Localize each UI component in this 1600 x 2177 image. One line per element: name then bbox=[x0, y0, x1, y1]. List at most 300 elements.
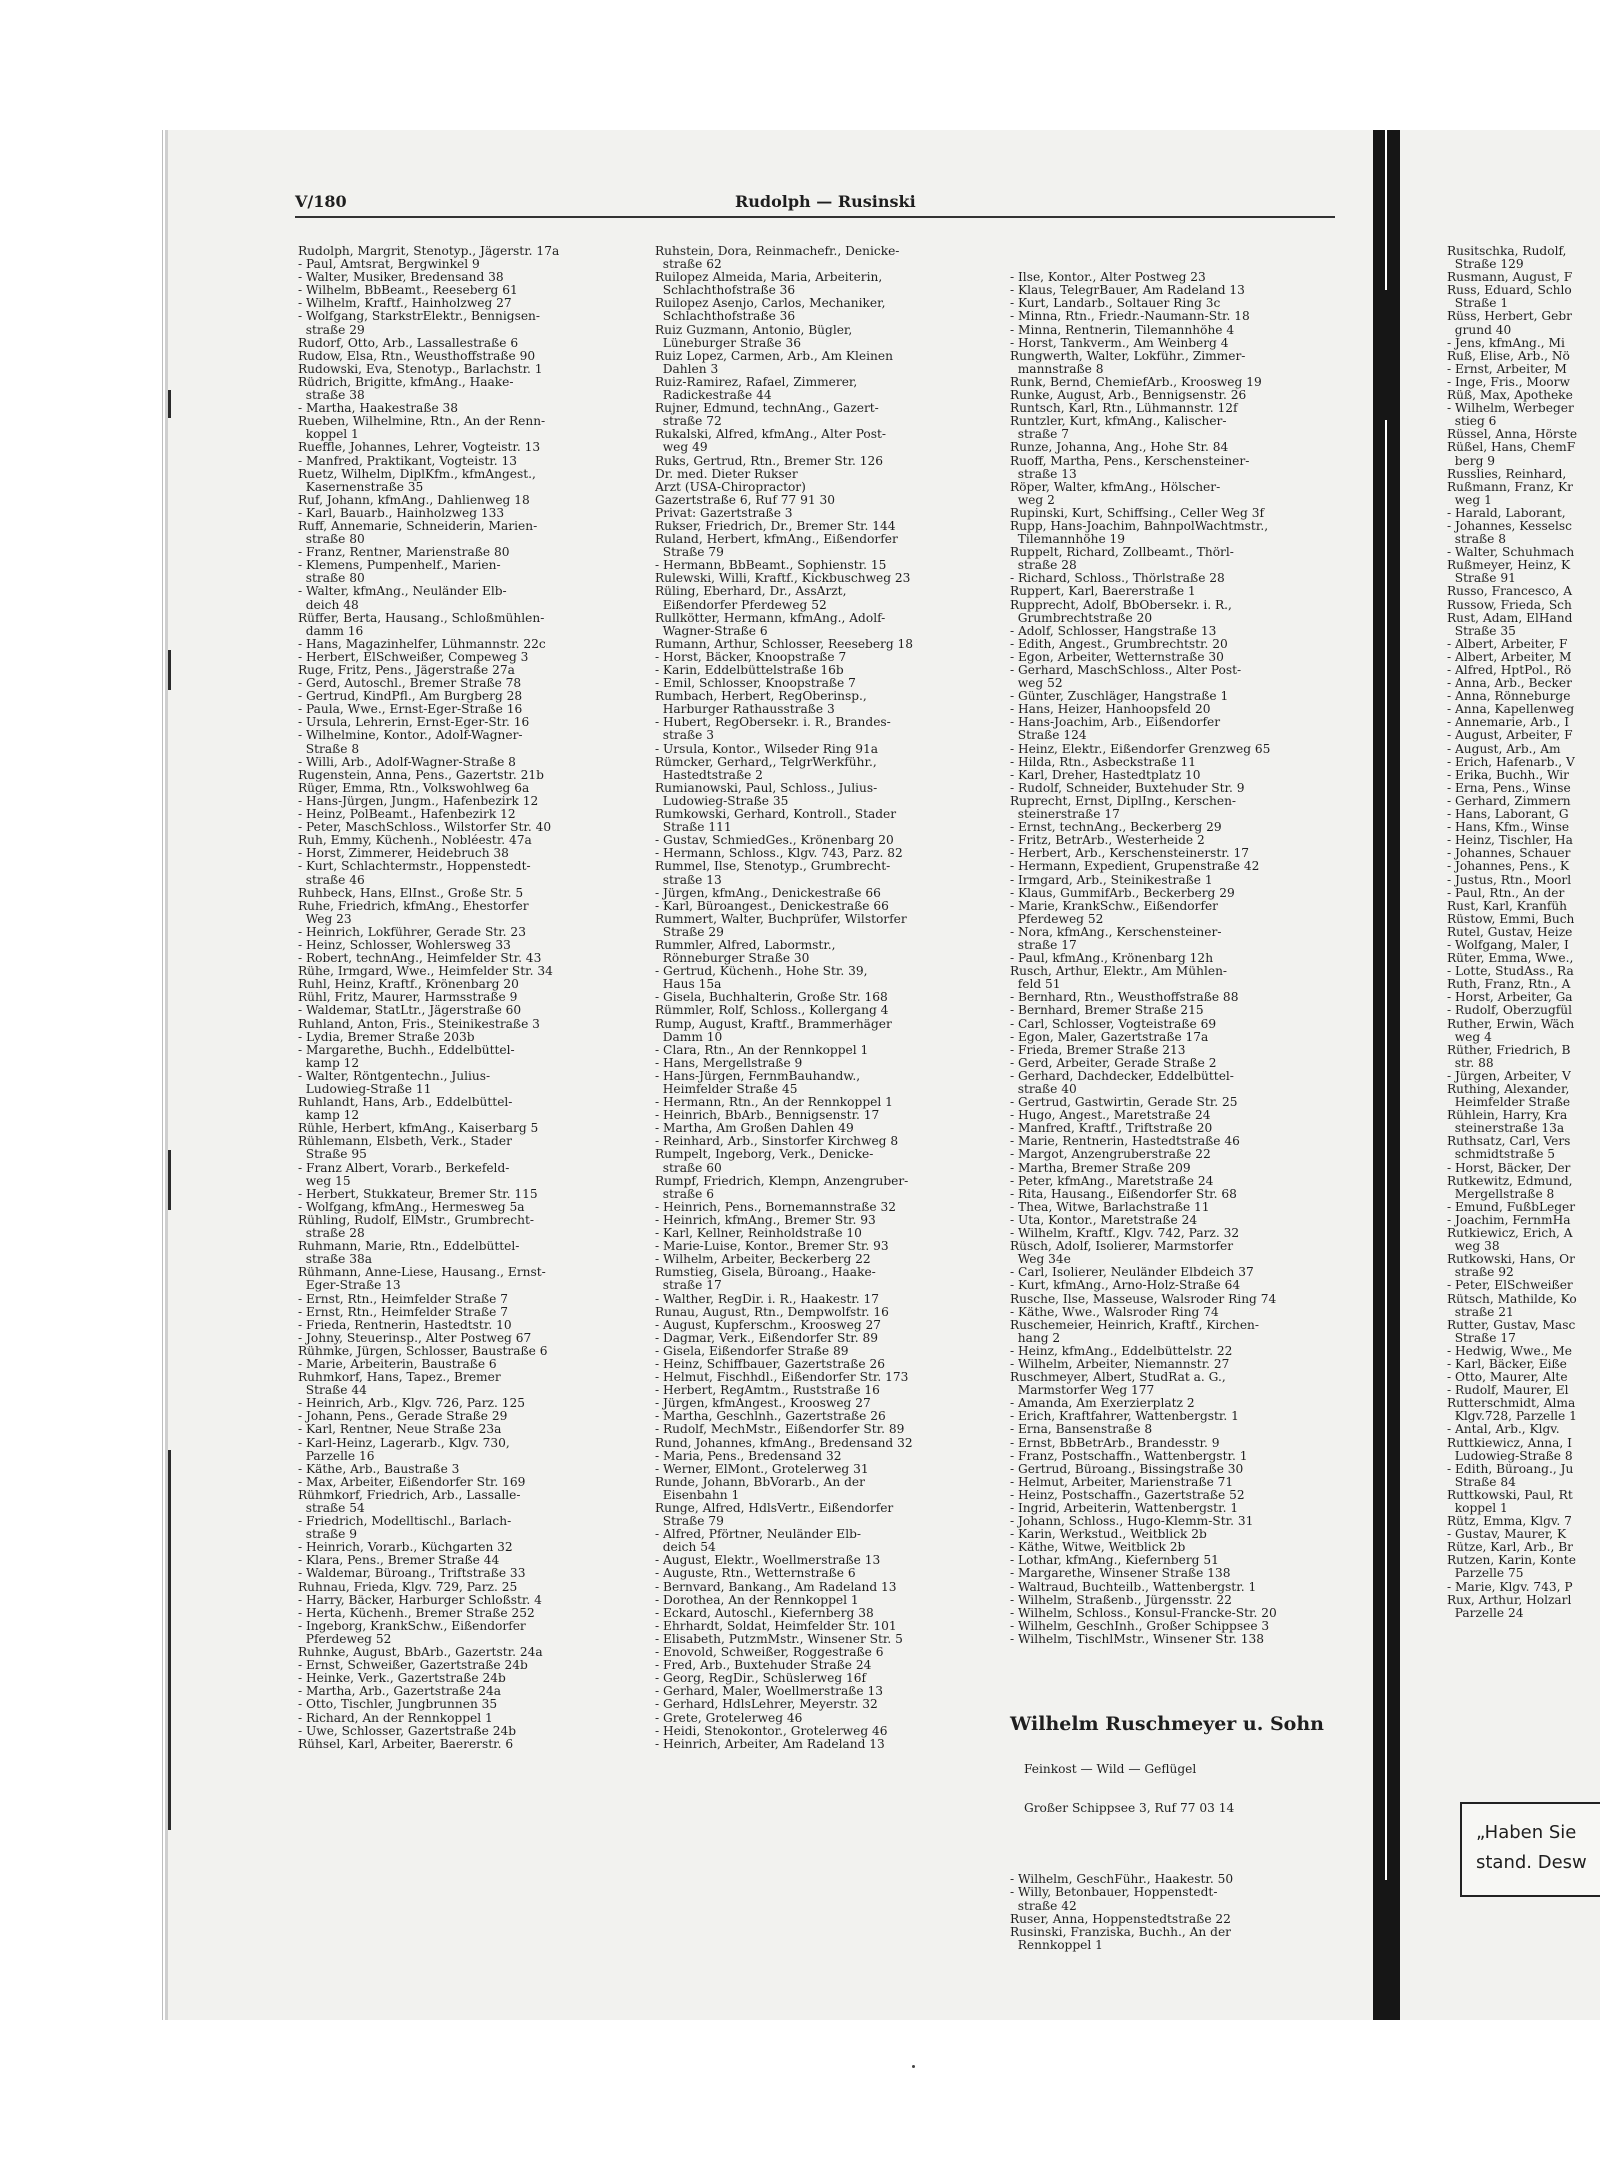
directory-entry: grund 40 bbox=[1447, 322, 1512, 337]
directory-entry: Rusch, Arthur, Elektr., Am Mühlen- feld 51 bbox=[1010, 964, 1228, 992]
directory-entry: - Erna, Pens., Winse bbox=[1447, 780, 1571, 795]
directory-entry: Ruttkowski, Paul, Rt bbox=[1447, 1487, 1573, 1502]
directory-entry: - Lothar, kfmAng., Kiefernberg 51 bbox=[1010, 1553, 1219, 1568]
directory-entry: - Klaus, TelegrBauer, Am Radeland 13 bbox=[1010, 283, 1245, 298]
directory-entry: Ruilopez Asenjo, Carlos, Mechaniker, Schlachthofstraße 36 bbox=[655, 296, 886, 324]
directory-entry: Rutzen, Karin, Konte bbox=[1447, 1553, 1576, 1568]
directory-entry: - Helmut, Arbeiter, Marienstraße 71 bbox=[1010, 1474, 1234, 1489]
directory-entry: Ludowieg-Straße 8 bbox=[1447, 1448, 1573, 1463]
directory-entry: Rumianowski, Paul, Schloss., Julius- Ludowieg-Straße 35 bbox=[655, 780, 878, 808]
directory-entry: - Peter, MaschSchloss., Wilstorfer Str. 40 bbox=[298, 820, 552, 835]
directory-entry: Ruhe, Friedrich, kfmAng., Ehestorfer Weg 23 bbox=[298, 898, 529, 926]
directory-entry: - Herbert, Arb., Kerschensteinerstr. 17 bbox=[1010, 846, 1250, 861]
directory-entry: - Erich, Kraftfahrer, Wattenbergstr. 1 bbox=[1010, 1409, 1239, 1424]
directory-entry: - Rudolf, Oberzugfül bbox=[1447, 1003, 1573, 1018]
directory-entry: Rühmkorf, Friedrich, Arb., Lassalle- straße 54 bbox=[298, 1487, 521, 1515]
directory-entry: - Hugo, Angest., Maretstraße 24 bbox=[1010, 1108, 1211, 1123]
directory-entry: - Ernst, Arbeiter, M bbox=[1447, 361, 1567, 376]
directory-entry: - Herbert, Stukkateur, Bremer Str. 115 bbox=[298, 1186, 538, 1201]
directory-entry: Rüther, Friedrich, B bbox=[1447, 1042, 1571, 1057]
directory-entry: Ruhbeck, Hans, ElInst., Große Str. 5 bbox=[298, 885, 524, 900]
directory-entry: - Hans, Laborant, G bbox=[1447, 807, 1569, 822]
directory-entry: - Frieda, Bremer Straße 213 bbox=[1010, 1042, 1186, 1057]
directory-entry: Rummler, Alfred, Labormstr., Rönneburger Straße 30 bbox=[655, 937, 836, 966]
directory-entry: - Walter, Röntgentechn., Julius- Ludowieg-Straße 11 bbox=[298, 1068, 491, 1096]
ad-products: Feinkost — Wild — Geflügel bbox=[1024, 1761, 1197, 1776]
directory-entry: - Herta, Küchenh., Bremer Straße 252 bbox=[298, 1605, 535, 1620]
directory-entry: Rüger, Emma, Rtn., Volkswohlweg 6a bbox=[298, 780, 530, 795]
directory-entry: Rütz, Emma, Klgv. 7 bbox=[1447, 1514, 1572, 1529]
directory-entry: - Paula, Wwe., Ernst-Eger-Straße 16 bbox=[298, 702, 523, 717]
directory-entry: Ruhstein, Dora, Reinmachefr., Denicke- straße 62 bbox=[655, 244, 900, 272]
directory-entry: Rütze, Karl, Arb., Br bbox=[1447, 1540, 1573, 1555]
directory-entry: Ruoff, Martha, Pens., Kerschensteiner- straße 13 bbox=[1010, 453, 1250, 481]
directory-entry: - Käthe, Wwe., Walsroder Ring 74 bbox=[1010, 1304, 1219, 1319]
directory-entry: - Edith, Büroang., Ju bbox=[1447, 1461, 1574, 1476]
directory-entry: Rüß, Max, Apotheke bbox=[1447, 388, 1573, 403]
directory-entry: Rühlemann, Elsbeth, Verk., Stader Straße 95 bbox=[298, 1134, 512, 1162]
column-3 bbox=[1010, 245, 1360, 1965]
directory-entry: - Margarethe, Winsener Straße 138 bbox=[1010, 1566, 1231, 1581]
directory-entry: Rutkowski, Hans, Or bbox=[1447, 1252, 1575, 1267]
directory-entry: Ruiz Guzmann, Antonio, Bügler, Lüneburger Straße 36 bbox=[655, 322, 853, 350]
directory-entry: Rüstow, Emmi, Buch bbox=[1447, 911, 1575, 926]
directory-entry: Ruhl, Heinz, Kraftf., Krönenbarg 20 bbox=[298, 977, 519, 992]
spine-gap-middle bbox=[1385, 420, 1387, 1880]
directory-entry: Rühmke, Jürgen, Schlosser, Baustraße 6 bbox=[298, 1343, 548, 1358]
directory-entry: Rutterschmidt, Alma bbox=[1447, 1396, 1576, 1411]
directory-entry: Russ, Eduard, Schlo bbox=[1447, 283, 1572, 298]
directory-entry: - Auguste, Rtn., Wetternstraße 6 bbox=[655, 1566, 856, 1581]
directory-entry: Runtzler, Kurt, kfmAng., Kalischer- straße 7 bbox=[1010, 414, 1227, 442]
directory-entry: - Hubert, RegObersekr. i. R., Brandes- straße 3 bbox=[655, 715, 891, 743]
directory-entry: - Heinke, Verk., Gazertstraße 24b bbox=[298, 1671, 506, 1686]
directory-entry: Russo, Francesco, A bbox=[1447, 584, 1573, 599]
directory-entry: - Günter, Zuschläger, Hangstraße 1 bbox=[1010, 689, 1229, 704]
directory-entry: straße 92 bbox=[1447, 1265, 1514, 1280]
directory-entry: Ruppert, Karl, Baererstraße 1 bbox=[1010, 584, 1196, 599]
directory-entry: Rupp, Hans-Joachim, BahnpolWachtmstr., Tilemannhöhe 19 bbox=[1010, 518, 1269, 547]
directory-entry: Ruhmann, Marie, Rtn., Eddelbüttel- straße 38a bbox=[298, 1239, 520, 1267]
directory-entry: Rumpelt, Ingeborg, Verk., Denicke- straße 60 bbox=[655, 1147, 874, 1175]
directory-entry: Rumkowski, Gerhard, Kontroll., Stader Straße 111 bbox=[655, 807, 897, 835]
directory-entry: Ruprecht, Ernst, DiplIng., Kerschen- steinerstraße 17 bbox=[1010, 793, 1237, 822]
directory-entry: Ruhnke, August, BbArb., Gazertstr. 24a bbox=[298, 1645, 543, 1660]
directory-entry: str. 88 bbox=[1447, 1055, 1494, 1070]
directory-entry: - Wolfgang, kfmAng., Hermesweg 5a bbox=[298, 1199, 525, 1214]
directory-entry: Rupinski, Kurt, Schiffsing., Celler Weg 3f bbox=[1010, 505, 1264, 520]
directory-entry: - Klara, Pens., Bremer Straße 44 bbox=[298, 1553, 500, 1568]
directory-entry: - Herbert, ElSchweißer, Compeweg 3 bbox=[298, 649, 529, 664]
directory-entry: - Gisela, Eißendorfer Straße 89 bbox=[655, 1343, 849, 1358]
directory-entry: - Wilhelm, GeschInh., Großer Schippsee 3 bbox=[1010, 1618, 1270, 1633]
directory-entry: Rutter, Gustav, Masc bbox=[1447, 1317, 1576, 1332]
directory-entry: Rutel, Gustav, Heize bbox=[1447, 924, 1573, 939]
directory-entry: - Karl, Rentner, Neue Straße 23a bbox=[298, 1422, 502, 1437]
directory-entry: Rullkötter, Hermann, kfmAng., Adolf- Wagner-Straße 6 bbox=[655, 610, 886, 638]
directory-entry: - Gertrud, Küchenh., Hohe Str. 39, Haus 15a bbox=[655, 964, 868, 992]
directory-entry: Ruks, Gertrud, Rtn., Bremer Str. 126 bbox=[655, 453, 884, 468]
directory-entry: - Martha, Arb., Gazertstraße 24a bbox=[298, 1684, 501, 1699]
directory-entry: Ruß, Elise, Arb., Nö bbox=[1447, 348, 1570, 363]
directory-entry: Rusinski, Franziska, Buchh., An der Rennkoppel 1 bbox=[1010, 1924, 1231, 1952]
directory-entry: Rutkewitz, Edmund, bbox=[1447, 1173, 1573, 1188]
directory-entry: - Ingrid, Arbeiterin, Wattenbergstr. 1 bbox=[1010, 1501, 1239, 1515]
directory-entry: - Marie, KrankSchw., Eißendorfer Pferdeweg 52 bbox=[1010, 898, 1218, 926]
directory-entry: - Wolfgang, Maler, I bbox=[1447, 937, 1569, 952]
boxed-ad-line-2: stand. Desw bbox=[1476, 1852, 1587, 1873]
directory-entry: - Kurt, kfmAng., Arno-Holz-Straße 64 bbox=[1010, 1278, 1241, 1293]
directory-entry: - Erich, Hafenarb., V bbox=[1447, 754, 1575, 769]
directory-entry: Dr. med. Dieter Rukser Arzt (USA-Chiropractor) Gazertstraße 6, Ruf 77 91 30 Privat: Gazertstraße 3 bbox=[655, 466, 836, 520]
directory-entry: Rummel, Ilse, Stenotyp., Grumbrecht- straße 13 bbox=[655, 859, 891, 887]
directory-entry: - Walter, Schuhmach bbox=[1447, 545, 1575, 560]
directory-entry: - Hermann, BbBeamt., Sophienstr. 15 bbox=[655, 558, 887, 573]
directory-entry: - Wilhelm, Schloss., Konsul-Francke-Str. 20 bbox=[1010, 1605, 1277, 1620]
boxed-ad-line-1: „Haben Sie bbox=[1476, 1822, 1577, 1843]
directory-entry: Ruhland, Anton, Fris., Steinikestraße 3 bbox=[298, 1016, 540, 1031]
directory-entry: - Johny, Steuerinsp., Alter Postweg 67 bbox=[298, 1330, 532, 1345]
column-2 bbox=[655, 245, 985, 1751]
directory-entry: Rungwerth, Walter, Lokführ., Zimmer- mannstraße 8 bbox=[1010, 348, 1246, 376]
directory-entry: - Fritz, BetrArb., Westerheide 2 bbox=[1010, 833, 1205, 848]
directory-entry: Rumstieg, Gisela, Büroang., Haake- straße 17 bbox=[655, 1265, 876, 1293]
directory-entry: - Manfred, Kraftf., Triftstraße 20 bbox=[1010, 1121, 1213, 1136]
directory-entry: - Peter, ElSchweißer bbox=[1447, 1278, 1573, 1293]
directory-entry: Straße 1 bbox=[1447, 296, 1509, 311]
directory-entry: Straße 35 bbox=[1447, 623, 1516, 638]
directory-entry: Rußmann, Franz, Kr bbox=[1447, 479, 1573, 494]
directory-entry: - Amanda, Am Exerzierplatz 2 bbox=[1010, 1396, 1195, 1411]
directory-entry: Ruthing, Alexander, bbox=[1447, 1082, 1570, 1096]
directory-entry: - Gerd, Autoschl., Bremer Straße 78 bbox=[298, 676, 522, 691]
directory-entry: Rust, Adam, ElHand bbox=[1447, 610, 1573, 625]
directory-entry: - Friedrich, Modelltischl., Barlach- straße 9 bbox=[298, 1514, 512, 1542]
directory-entry: - Gisela, Buchhalterin, Große Str. 168 bbox=[655, 990, 888, 1005]
ad-address: Großer Schippsee 3, Ruf 77 03 14 bbox=[1024, 1800, 1235, 1815]
directory-entry: Ruschemeier, Heinrich, Kraftf., Kirchen- hang 2 bbox=[1010, 1317, 1260, 1345]
directory-entry: - Wolfgang, StarkstrElektr., Bennigsen- straße 29 bbox=[298, 309, 541, 337]
directory-entry: - Johannes, Schauer bbox=[1447, 846, 1571, 861]
directory-entry: - Paul, kfmAng., Krönenbarg 12h bbox=[1010, 951, 1214, 966]
directory-entry: Ruf, Johann, kfmAng., Dahlienweg 18 bbox=[298, 492, 530, 507]
directory-entry: Runau, August, Rtn., Dempwolfstr. 16 bbox=[655, 1304, 889, 1319]
directory-entry: - Joachim, FernmHa bbox=[1447, 1212, 1571, 1227]
directory-entry: - Georg, RegDir., Schüslerweg 16f bbox=[655, 1671, 867, 1686]
ad-business-name: Wilhelm Ruschmeyer u. Sohn bbox=[1010, 1713, 1324, 1736]
directory-entry: - Maria, Pens., Bredensand 32 bbox=[655, 1448, 842, 1463]
directory-entry: - Heinrich, Pens., Bornemannstraße 32 bbox=[655, 1199, 897, 1214]
directory-entry: Rühlein, Harry, Kra bbox=[1447, 1108, 1568, 1123]
directory-entry: - Nora, kfmAng., Kerschensteiner- straße 17 bbox=[1010, 924, 1222, 952]
running-title: Rudolph — Rusinski bbox=[735, 192, 916, 211]
directory-entry: - Johannes, Pens., K bbox=[1447, 859, 1569, 874]
directory-entry: - Waldemar, Büroang., Triftstraße 33 bbox=[298, 1566, 526, 1581]
directory-entry: Ruh, Emmy, Küchenh., Nobléestr. 47a bbox=[298, 833, 532, 848]
directory-entry: - Gerhard, Maler, Woellmerstraße 13 bbox=[655, 1684, 883, 1699]
directory-entry: - Inge, Fris., Moorw bbox=[1447, 374, 1570, 389]
directory-entry: - Heinrich, Arbeiter, Am Radeland 13 bbox=[655, 1736, 885, 1751]
directory-entry: - Bernhard, Rtn., Weusthoffstraße 88 bbox=[1010, 990, 1239, 1005]
boxed-advertisement-fragment bbox=[1460, 1802, 1600, 1897]
directory-entry: - Gerhard, Dachdecker, Eddelbüttel- straße 40 bbox=[1010, 1068, 1234, 1096]
gutter-mark bbox=[168, 1450, 171, 1830]
directory-entry: Rüter, Emma, Wwe., bbox=[1447, 951, 1574, 966]
directory-entry: - Franz, Postschaffn., Wattenbergstr. 1 bbox=[1010, 1448, 1248, 1463]
directory-entry: - Karin, Werkstud., Weitblick 2b bbox=[1010, 1527, 1207, 1542]
directory-entry: Ruhlandt, Hans, Arb., Eddelbüttel- kamp 12 bbox=[298, 1095, 513, 1123]
directory-entry: Ruetz, Wilhelm, DiplKfm., kfmAngest., Kasernenstraße 35 bbox=[298, 466, 536, 494]
directory-entry: - Heinz, Postschaffn., Gazertstraße 52 bbox=[1010, 1487, 1245, 1502]
directory-entry: Rummert, Walter, Buchprüfer, Wilstorfer Straße 29 bbox=[655, 911, 907, 939]
directory-entry: steinerstraße 13a bbox=[1447, 1121, 1565, 1136]
directory-entry: - Karl, Dreher, Hastedtplatz 10 bbox=[1010, 767, 1201, 782]
directory-entry: Ruff, Annemarie, Schneiderin, Marien- straße 80 bbox=[298, 518, 538, 547]
directory-entry: - Erika, Buchh., Wir bbox=[1447, 767, 1569, 782]
directory-entry: - Wilhelm, GeschFühr., Haakestr. 50 bbox=[1010, 1872, 1234, 1887]
directory-entry: - Gertrud, Gastwirtin, Gerade Str. 25 bbox=[1010, 1095, 1238, 1110]
directory-entry: Mergellstraße 8 bbox=[1447, 1186, 1555, 1201]
directory-entry: Rump, August, Kraftf., Brammerhäger Damm 10 bbox=[655, 1016, 892, 1044]
directory-entry: Röper, Walter, kfmAng., Hölscher- weg 2 bbox=[1010, 479, 1221, 507]
directory-entry: - Alfred, HptPol., Rö bbox=[1447, 663, 1572, 677]
directory-entry: Rümcker, Gerhard,, TelgrWerkführ., Hastedtstraße 2 bbox=[655, 754, 877, 782]
directory-entry: - Margarethe, Buchh., Eddelbüttel- kamp 12 bbox=[298, 1042, 515, 1070]
directory-entry: Parzelle 24 bbox=[1447, 1605, 1524, 1620]
directory-entry: - Ernst, Rtn., Heimfelder Straße 7 bbox=[298, 1291, 508, 1306]
directory-entry: Rumann, Arthur, Schlosser, Reeseberg 18 bbox=[655, 636, 914, 651]
directory-entry: - Jens, kfmAng., Mi bbox=[1447, 335, 1565, 350]
directory-entry: - Gerhard, Zimmern bbox=[1447, 793, 1571, 808]
directory-entry: - Gerhard, MaschSchloss., Alter Post- weg 52 bbox=[1010, 663, 1242, 691]
directory-entry: - Wilhelm, Straßenb., Jürgensstr. 22 bbox=[1010, 1592, 1232, 1607]
directory-entry: - Richard, Schloss., Thörlstraße 28 bbox=[1010, 571, 1225, 586]
directory-entry: - Rita, Hausang., Eißendorfer Str. 68 bbox=[1010, 1186, 1237, 1201]
directory-entry: Ruthsatz, Carl, Vers bbox=[1447, 1134, 1571, 1149]
directory-entry: berg 9 bbox=[1447, 453, 1496, 468]
directory-entry: - Käthe, Witwe, Weitblick 2b bbox=[1010, 1540, 1186, 1555]
directory-entry: - Wilhelm, Werbeger bbox=[1447, 401, 1574, 416]
directory-entry: Rupprecht, Adolf, BbObersekr. i. R., Grumbrechtstraße 20 bbox=[1010, 597, 1232, 625]
directory-entry: - Wilhelm, BbBeamt., Reeseberg 61 bbox=[298, 283, 518, 298]
directory-entry: - Gerhard, HdlsLehrer, Meyerstr. 32 bbox=[655, 1697, 878, 1712]
directory-entry: Rusmann, August, F bbox=[1447, 270, 1573, 285]
directory-entry: - Edith, Angest., Grumbrechtstr. 20 bbox=[1010, 636, 1228, 651]
directory-entry: Ruge, Fritz, Pens., Jägerstraße 27a bbox=[298, 663, 515, 677]
directory-entry: - Martha, Haakestraße 38 bbox=[298, 401, 459, 416]
directory-entry: - Robert, technAng., Heimfelder Str. 43 bbox=[298, 951, 542, 966]
directory-entry: Russow, Frieda, Sch bbox=[1447, 597, 1572, 612]
directory-entry: - Kurt, Schlachtermstr., Hoppenstedt- straße 46 bbox=[298, 859, 531, 887]
directory-entry: Klgv.728, Parzelle 1 bbox=[1447, 1409, 1577, 1424]
directory-entry: - Dagmar, Verk., Eißendorfer Str. 89 bbox=[655, 1330, 878, 1345]
directory-entry: Runtsch, Karl, Rtn., Lühmannstr. 12f bbox=[1010, 401, 1238, 416]
directory-entry: - Klaus, GummifArb., Beckerberg 29 bbox=[1010, 885, 1235, 900]
directory-entry: - Emund, FußbLeger bbox=[1447, 1199, 1576, 1214]
directory-entry: - Frieda, Rentnerin, Hastedtstr. 10 bbox=[298, 1317, 512, 1332]
directory-entry: straße 21 bbox=[1447, 1304, 1514, 1319]
directory-entry: Rujner, Edmund, technAng., Gazert- straße 72 bbox=[655, 401, 879, 429]
directory-entry: - Manfred, Praktikant, Vogteistr. 13 bbox=[298, 453, 518, 468]
directory-entry: - Albert, Arbeiter, F bbox=[1447, 636, 1568, 651]
directory-entry: - Hans, Mergellstraße 9 bbox=[655, 1055, 803, 1070]
directory-entry: Ruland, Herbert, kfmAng., Eißendorfer Straße 79 bbox=[655, 532, 898, 560]
directory-entry: Rukser, Friedrich, Dr., Bremer Str. 144 bbox=[655, 518, 896, 533]
directory-entry: - Bernvard, Bankang., Am Radeland 13 bbox=[655, 1579, 897, 1594]
directory-entry: - Marie, Klgv. 743, P bbox=[1447, 1579, 1573, 1594]
directory-entry: - Carl, Isolierer, Neuländer Elbdeich 37 bbox=[1010, 1265, 1254, 1280]
directory-entry: - Paul, Amtsrat, Bergwinkel 9 bbox=[298, 257, 480, 272]
ruschmeyer-advertisement bbox=[1010, 1686, 1360, 1841]
directory-entry: - Werner, ElMont., Grotelerweg 31 bbox=[655, 1461, 869, 1476]
directory-entry: - August, Arb., Am bbox=[1447, 741, 1561, 756]
directory-entry: Rußmeyer, Heinz, K bbox=[1447, 558, 1571, 573]
directory-entry: - Wilhelm, TischlMstr., Winsener Str. 138 bbox=[1010, 1631, 1264, 1646]
directory-entry: Rudow, Elsa, Rtn., Weusthoffstraße 90 bbox=[298, 348, 536, 363]
directory-entry: - Johannes, Kesselsc bbox=[1447, 518, 1572, 533]
directory-entry: schmidtstraße 5 bbox=[1447, 1147, 1556, 1162]
directory-entry: - Willi, Arb., Adolf-Wagner-Straße 8 bbox=[298, 754, 516, 769]
book-spine bbox=[1373, 130, 1401, 2020]
directory-entry: - Reinhard, Arb., Sinstorfer Kirchweg 8 bbox=[655, 1134, 899, 1149]
directory-entry: Rumbach, Herbert, RegOberinsp., Harburger Rathausstraße 3 bbox=[655, 689, 867, 717]
directory-entry: - Waldemar, StatLtr., Jägerstraße 60 bbox=[298, 1003, 522, 1018]
directory-entry: - Johann, Schloss., Hugo-Klemm-Str. 31 bbox=[1010, 1514, 1254, 1529]
directory-entry: - Gustav, Maurer, K bbox=[1447, 1527, 1567, 1542]
directory-entry: - Horst, Zimmerer, Heidebruch 38 bbox=[298, 846, 509, 861]
directory-entry: - Karl, Büroangest., Denickestraße 66 bbox=[655, 898, 889, 913]
directory-entry: - Emil, Schlosser, Knoopstraße 7 bbox=[655, 676, 856, 691]
directory-entry: - Egon, Arbeiter, Wetternstraße 30 bbox=[1010, 649, 1224, 664]
directory-entry: Rukalski, Alfred, kfmAng., Alter Post- weg 49 bbox=[655, 427, 887, 455]
directory-entry: Parzelle 75 bbox=[1447, 1566, 1524, 1581]
directory-entry: - Marie, Arbeiterin, Baustraße 6 bbox=[298, 1356, 497, 1371]
directory-entry: Russlies, Reinhard, bbox=[1447, 466, 1567, 481]
directory-entry: Ruth, Franz, Rtn., A bbox=[1447, 977, 1571, 992]
directory-entry: - Egon, Maler, Gazertstraße 17a bbox=[1010, 1029, 1209, 1044]
directory-entry: Ruther, Erwin, Wäch bbox=[1447, 1016, 1575, 1031]
directory-entry: Rutkiewicz, Erich, A bbox=[1447, 1226, 1573, 1241]
directory-entry: - Walther, RegDir. i. R., Haakestr. 17 bbox=[655, 1291, 880, 1306]
directory-entry: Heimfelder Straße bbox=[1447, 1095, 1571, 1110]
directory-entry: - Helmut, Fischhdl., Eißendorfer Str. 173 bbox=[655, 1370, 909, 1385]
directory-entry: Rux, Arthur, Holzarl bbox=[1447, 1592, 1572, 1607]
directory-entry: - Gustav, SchmiedGes., Krönenbarg 20 bbox=[655, 833, 894, 848]
directory-entry: - August, Arbeiter, F bbox=[1447, 728, 1573, 743]
directory-entry: - Heinz, PolBeamt., Hafenbezirk 12 bbox=[298, 807, 516, 822]
directory-entry: - Willy, Betonbauer, Hoppenstedt- straße 42 bbox=[1010, 1885, 1218, 1913]
directory-entry: - Karl, Kellner, Reinholdstraße 10 bbox=[655, 1226, 862, 1241]
directory-entry: - Ursula, Lehrerin, Ernst-Eger-Str. 16 bbox=[298, 715, 530, 730]
directory-entry: - Lydia, Bremer Straße 203b bbox=[298, 1029, 475, 1044]
page-speck bbox=[912, 2065, 915, 2068]
directory-entry: Straße 91 bbox=[1447, 571, 1516, 586]
directory-entry: - Rudolf, Schneider, Buxtehuder Str. 9 bbox=[1010, 780, 1245, 795]
directory-entry: Rugenstein, Anna, Pens., Gazertstr. 21b bbox=[298, 767, 544, 782]
directory-entry: - Peter, kfmAng., Maretstraße 24 bbox=[1010, 1173, 1214, 1188]
directory-entry: - Otto, Tischler, Jungbrunnen 35 bbox=[298, 1697, 498, 1712]
directory-entry: Ruhmkorf, Hans, Tapez., Bremer Straße 44 bbox=[298, 1370, 501, 1398]
directory-entry: - Richard, An der Rennkoppel 1 bbox=[298, 1710, 493, 1725]
directory-entry: Rumpf, Friedrich, Klempn, Anzengruber- straße 6 bbox=[655, 1173, 909, 1201]
directory-entry: - Ursula, Kontor., Wilseder Ring 91a bbox=[655, 741, 879, 756]
directory-entry: Rusche, Ilse, Masseuse, Walsroder Ring 74 bbox=[1010, 1291, 1277, 1306]
directory-entry: - Ehrhardt, Soldat, Heimfelder Str. 101 bbox=[655, 1618, 897, 1633]
directory-entry: - Hans-Jürgen, Jungm., Hafenbezirk 12 bbox=[298, 793, 539, 808]
directory-entry: - Anna, Kapellenweg bbox=[1447, 702, 1575, 717]
directory-entry: - Ingeborg, KrankSchw., Eißendorfer Pferdeweg 52 bbox=[298, 1618, 526, 1646]
directory-entry: - Harry, Bäcker, Harburger Schloßstr. 4 bbox=[298, 1592, 542, 1607]
directory-entry: - Heinrich, BbArb., Bennigsenstr. 17 bbox=[655, 1108, 880, 1123]
directory-entry: - Wilhelmine, Kontor., Adolf-Wagner- Straße 8 bbox=[298, 728, 523, 756]
directory-entry: - Antal, Arb., Klgv. bbox=[1447, 1422, 1560, 1437]
directory-entry: - Elisabeth, PutzmMstr., Winsener Str. 5 bbox=[655, 1631, 903, 1646]
directory-entry: Runk, Bernd, ChemiefArb., Kroosweg 19 bbox=[1010, 374, 1262, 389]
directory-entry: - Hans, Magazinhelfer, Lühmannstr. 22c bbox=[298, 636, 546, 651]
directory-entry: Straße 129 bbox=[1447, 257, 1524, 272]
page-edge-shadow bbox=[162, 130, 163, 2020]
directory-entry: Ruttkiewicz, Anna, I bbox=[1447, 1435, 1572, 1450]
directory-entry: Ruiz-Ramirez, Rafael, Zimmerer, Radickestraße 44 bbox=[655, 374, 858, 403]
directory-entry: koppel 1 bbox=[1447, 1501, 1508, 1515]
directory-entry: - Rudolf, MechMstr., Eißendorfer Str. 89 bbox=[655, 1422, 905, 1437]
directory-entry: - Heinrich, Lokführer, Gerade Str. 23 bbox=[298, 924, 526, 939]
directory-entry: - Hermann, Expedient, Grupenstraße 42 bbox=[1010, 859, 1260, 874]
directory-entry: - Clara, Rtn., An der Rennkoppel 1 bbox=[655, 1042, 869, 1057]
directory-entry: Runze, Johanna, Ang., Hohe Str. 84 bbox=[1010, 440, 1229, 455]
directory-entry: Rusitschka, Rudolf, bbox=[1447, 244, 1567, 258]
directory-entry: - Wilhelm, Kraftf., Hainholzweg 27 bbox=[298, 296, 512, 311]
directory-entry: - Erna, Bansenstraße 8 bbox=[1010, 1422, 1153, 1437]
directory-entry: - Karl-Heinz, Lagerarb., Klgv. 730, Parzelle 16 bbox=[298, 1435, 510, 1463]
directory-entry: Straße 17 bbox=[1447, 1330, 1516, 1345]
directory-entry: Rütsch, Mathilde, Ko bbox=[1447, 1291, 1577, 1306]
directory-entry: - Martha, Am Großen Dahlen 49 bbox=[655, 1121, 854, 1136]
directory-entry: - Annemarie, Arb., I bbox=[1447, 715, 1570, 730]
directory-entry: Rund, Johannes, kfmAng., Bredensand 32 bbox=[655, 1435, 913, 1450]
directory-entry: Ruser, Anna, Hoppenstedtstraße 22 bbox=[1010, 1911, 1231, 1926]
directory-entry: - Jürgen, kfmAng., Denickestraße 66 bbox=[655, 885, 881, 900]
directory-entry: - August, Kupferschm., Kroosweg 27 bbox=[655, 1317, 882, 1332]
directory-entry: - Jürgen, Arbeiter, V bbox=[1447, 1068, 1571, 1083]
directory-entry: - Jürgen, kfmAngest., Kroosweg 27 bbox=[655, 1396, 871, 1411]
directory-entry: Rust, Karl, Kranfüh bbox=[1447, 898, 1568, 913]
directory-entry: - Harald, Laborant, bbox=[1447, 505, 1566, 520]
directory-entry: - Gertrud, KindPfl., Am Burgberg 28 bbox=[298, 689, 523, 704]
directory-entry: stieg 6 bbox=[1447, 414, 1497, 429]
directory-entry: - Horst, Bäcker, Der bbox=[1447, 1160, 1571, 1175]
directory-entry: - Grete, Grotelerweg 46 bbox=[655, 1710, 803, 1725]
right-page-column bbox=[1447, 245, 1600, 1620]
directory-entry: - Hans-Jürgen, FernmBauhandw., Heimfelder Straße 45 bbox=[655, 1068, 861, 1096]
gutter-mark bbox=[168, 1150, 171, 1210]
directory-entry: Ruilopez Almeida, Maria, Arbeiterin, Schlachthofstraße 36 bbox=[655, 270, 883, 298]
directory-entry: Rüsch, Adolf, Isolierer, Marmstorfer Weg 34e bbox=[1010, 1239, 1234, 1267]
directory-entry: - Martha, Bremer Straße 209 bbox=[1010, 1160, 1191, 1175]
directory-entry: Rueffle, Johannes, Lehrer, Vogteistr. 13 bbox=[298, 440, 541, 455]
directory-entry: - Ernst, Rtn., Heimfelder Straße 7 bbox=[298, 1304, 508, 1319]
directory-entry: - Ernst, Schweißer, Gazertstraße 24b bbox=[298, 1658, 528, 1673]
directory-entry: - Heinz, Tischler, Ha bbox=[1447, 833, 1573, 848]
directory-entry: - Hans, Heizer, Hanhoopsfeld 20 bbox=[1010, 702, 1211, 717]
directory-entry: - Hedwig, Wwe., Me bbox=[1447, 1343, 1572, 1358]
directory-entry: - Uta, Kontor., Maretstraße 24 bbox=[1010, 1212, 1198, 1227]
directory-entry: Rühl, Fritz, Maurer, Harmsstraße 9 bbox=[298, 990, 518, 1005]
directory-entry: Ruschmeyer, Albert, StudRat a. G., Marmstorfer Weg 177 bbox=[1010, 1370, 1226, 1398]
directory-entry: Rudolph, Margrit, Stenotyp., Jägerstr. 17a bbox=[298, 244, 560, 258]
directory-entry: - Johann, Pens., Gerade Straße 29 bbox=[298, 1409, 508, 1424]
directory-entry: - Otto, Maurer, Alte bbox=[1447, 1370, 1568, 1385]
